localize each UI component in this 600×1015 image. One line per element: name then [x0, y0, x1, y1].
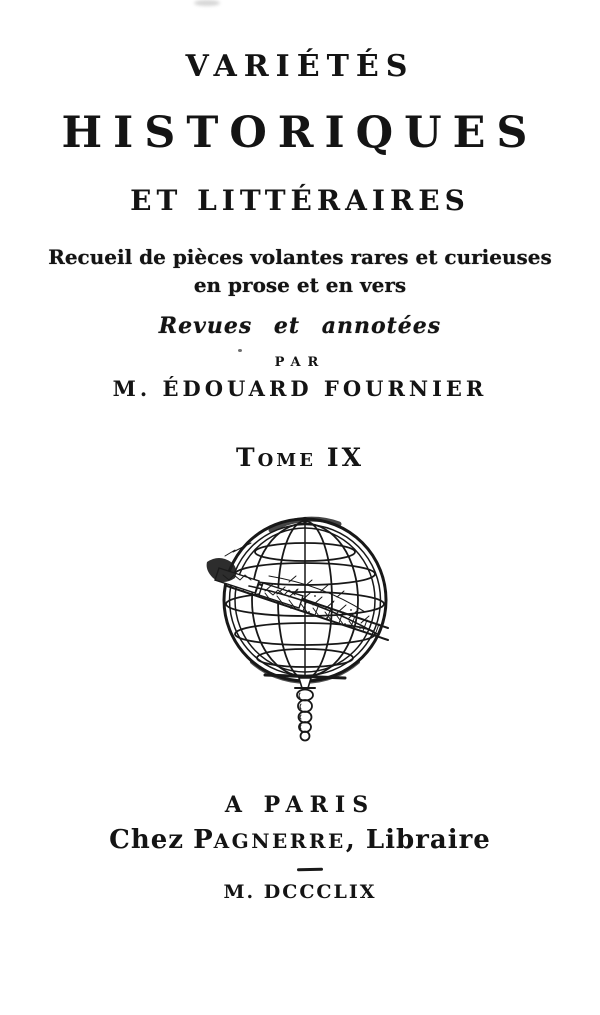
publisher-name: AGNERRE: [213, 829, 346, 853]
printer-device-emblem: [205, 512, 405, 747]
publisher-initial: P: [193, 825, 214, 855]
volume-initial: T: [235, 443, 258, 472]
imprint-city: A PARIS: [224, 792, 376, 818]
scan-dot: [238, 349, 242, 352]
book-title-line1: VARIÉTÉS: [185, 49, 415, 84]
author-name: M. ÉDOUARD FOURNIER: [112, 376, 488, 401]
separator-rule: [297, 868, 323, 871]
book-title-line3: ET LITTÉRAIRES: [130, 184, 470, 217]
subtitle-line2: en prose et en vers: [193, 273, 407, 297]
scan-smudge: [194, 0, 220, 6]
publisher-prefix: Chez: [109, 825, 185, 855]
armillary-sphere-icon: [205, 512, 405, 747]
volume-numeral: IX: [326, 443, 365, 472]
volume-label: [0, 445, 600, 470]
publisher-suffix: , Libraire: [345, 825, 491, 855]
imprint-publisher: [0, 827, 600, 853]
imprint-year: M. DCCCLIX: [223, 881, 377, 903]
byline-preposition: PAR: [274, 355, 326, 370]
volume-word: OME: [257, 450, 316, 471]
edition-note: Revues et annotées: [158, 313, 442, 339]
book-title-line2: HISTORIQUES: [61, 108, 539, 158]
subtitle-line1: Recueil de pièces volantes rares et curieuses: [48, 245, 552, 269]
